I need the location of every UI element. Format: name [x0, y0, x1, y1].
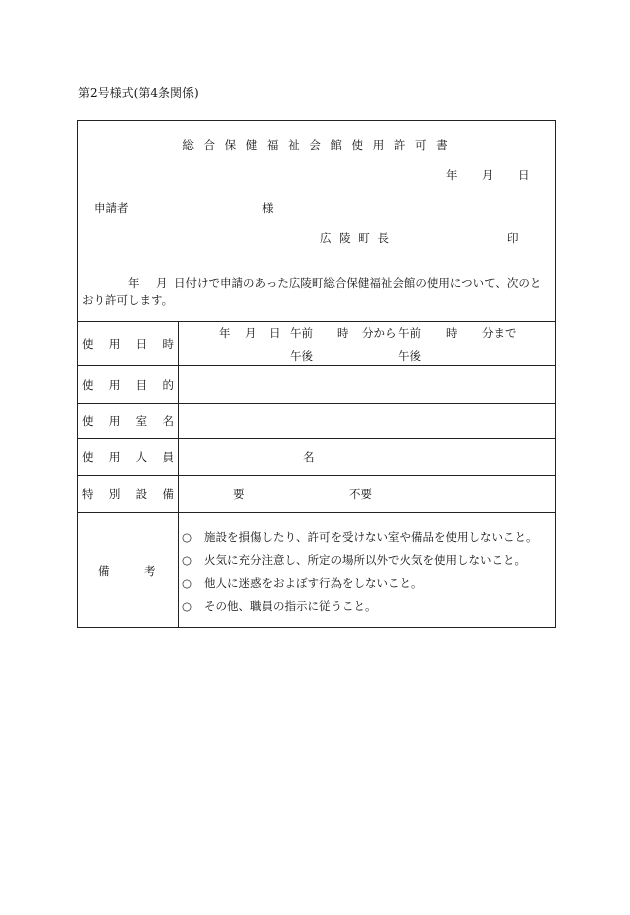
- row-label-remarks-2: 考: [144, 564, 156, 578]
- issuer-name: 広 陵 町 長: [320, 231, 391, 245]
- start-am: 午前: [290, 326, 313, 340]
- form-number-label: 第2号様式(第4条関係): [78, 86, 199, 100]
- persons-unit: 名: [303, 450, 315, 464]
- end-pm: 午後: [398, 349, 421, 363]
- label-char: 日: [135, 337, 148, 351]
- row-label-purpose: [82, 377, 174, 393]
- issue-month: 月: [482, 168, 494, 182]
- seal-mark: 印: [507, 231, 519, 245]
- row-label-usage-datetime: [82, 336, 174, 352]
- remarks-item: [182, 529, 538, 545]
- permission-statement: [82, 275, 552, 309]
- row-divider: [78, 365, 555, 366]
- applicant-suffix: 様: [262, 201, 274, 215]
- label-char: 室: [135, 414, 148, 428]
- remarks-item: [182, 552, 526, 568]
- usage-month: 月: [245, 326, 257, 340]
- permit-form: [77, 120, 556, 628]
- remarks-text: 施設を損傷したり、許可を受けない室や備品を使用しないこと。: [204, 530, 538, 544]
- label-char: 人: [135, 450, 148, 464]
- row-label-persons: [82, 449, 174, 465]
- label-char: 時: [162, 337, 174, 351]
- label-char: 用: [108, 337, 121, 351]
- label-char: 使: [82, 414, 94, 428]
- row-label-equipment: [82, 486, 174, 502]
- row-label-room: [82, 413, 174, 429]
- row-divider: [78, 512, 555, 513]
- label-char: 用: [108, 414, 121, 428]
- label-char: 的: [162, 378, 174, 392]
- usage-day: 日: [269, 326, 281, 340]
- label-char: 使: [82, 378, 94, 392]
- end-am: 午前: [398, 326, 421, 340]
- start-hour: 時: [337, 326, 349, 340]
- end-minute-until: 分まで: [482, 326, 517, 340]
- permission-body: 日付けで申請のあった広陵町総合保健福祉会館の使用について、次のとおり許可します。: [82, 276, 542, 307]
- row-divider: [78, 475, 555, 476]
- permission-year: 年: [128, 276, 140, 290]
- row-label-remarks-1: 備: [98, 564, 110, 578]
- remarks-item: [182, 575, 423, 591]
- label-char: 別: [108, 487, 121, 501]
- label-char: 特: [82, 487, 94, 501]
- row-divider: [78, 403, 555, 404]
- label-char: 使: [82, 450, 94, 464]
- equipment-required: 要: [233, 487, 245, 501]
- label-char: 備: [162, 487, 174, 501]
- label-char: 用: [108, 450, 121, 464]
- remarks-text: 火気に充分注意し、所定の場所以外で火気を使用しないこと。: [204, 553, 526, 567]
- issue-year: 年: [446, 168, 458, 182]
- bullet-circle-icon: ○: [182, 553, 193, 567]
- start-minute-from: 分から: [362, 326, 397, 340]
- label-char: 名: [162, 414, 174, 428]
- equipment-not-required: 不要: [349, 487, 372, 501]
- bullet-circle-icon: ○: [182, 576, 193, 590]
- bullet-circle-icon: ○: [182, 530, 193, 544]
- permission-month: 月: [156, 276, 168, 290]
- end-hour: 時: [446, 326, 458, 340]
- usage-year: 年: [219, 326, 231, 340]
- label-char: 員: [162, 450, 174, 464]
- start-pm: 午後: [290, 349, 313, 363]
- remarks-item: [182, 598, 377, 614]
- remarks-text: その他、職員の指示に従うこと。: [204, 599, 377, 613]
- table-top-rule: [78, 321, 555, 322]
- applicant-label: 申請者: [94, 201, 129, 215]
- issue-day: 日: [518, 168, 530, 182]
- bullet-circle-icon: ○: [182, 599, 193, 613]
- label-char: 用: [108, 378, 121, 392]
- label-char: 使: [82, 337, 94, 351]
- column-divider: [178, 321, 179, 627]
- label-char: 設: [135, 487, 148, 501]
- label-char: 目: [135, 378, 148, 392]
- remarks-text: 他人に迷惑をおよぼす行為をしないこと。: [204, 576, 423, 590]
- form-title: 総 合 保 健 福 祉 会 館 使 用 許 可 書: [182, 138, 451, 152]
- row-divider: [78, 438, 555, 439]
